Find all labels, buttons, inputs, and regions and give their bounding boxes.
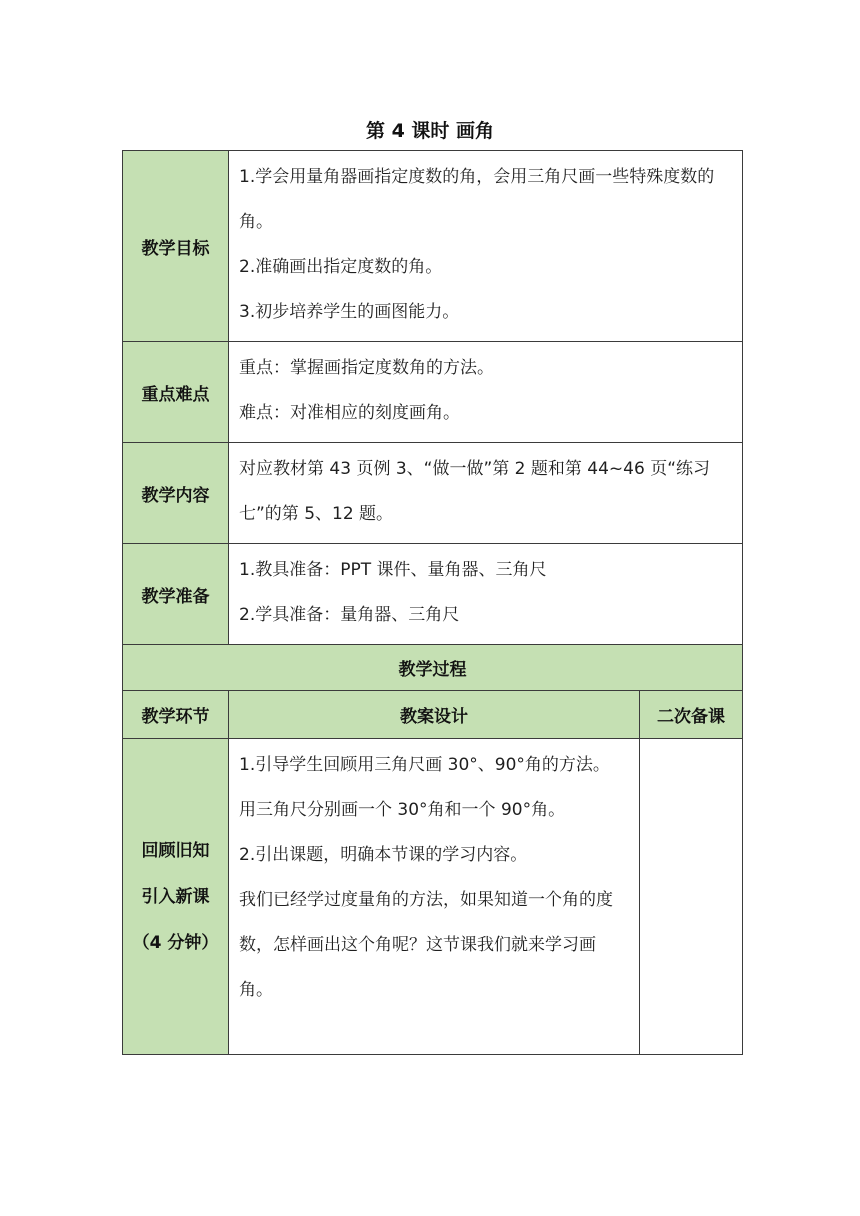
process-columns-row — [123, 691, 743, 739]
objectives-content — [229, 151, 743, 342]
column-header-notes: 二次备课 — [640, 691, 743, 739]
key-points-label: 重点难点 — [123, 342, 229, 443]
preparation-content — [229, 544, 743, 645]
objective-item: 1.学会用量角器画指定度数的角，会用三角尺画一些特殊度数的角。 — [239, 167, 715, 232]
stage-label-line: 回顾旧知 — [141, 840, 210, 861]
design-paragraph: 1.引导学生回顾用三角尺画 30°、90°角的方法。 — [239, 755, 610, 775]
page-title: 第 4 课时 画角 — [365, 120, 495, 142]
content-label: 教学内容 — [123, 443, 229, 544]
objective-item: 3.初步培养学生的画图能力。 — [239, 302, 460, 322]
preparation-item: 1.教具准备：PPT 课件、量角器、三角尺 — [239, 560, 547, 580]
stage-notes[interactable] — [640, 739, 743, 1055]
column-header-stage: 教学环节 — [123, 691, 229, 739]
preparation-row — [123, 544, 743, 645]
stage-label — [123, 739, 229, 1055]
stage-design — [229, 739, 640, 1055]
content-paragraph: 对应教材第 43 页例 3、“做一做”第 2 题和第 44~46 页“练习七”的第 5、12 题。 — [239, 459, 711, 524]
stage-label-line: 引入新课 — [141, 886, 210, 907]
content-row — [123, 443, 743, 544]
lesson-plan-table — [122, 150, 743, 1055]
preparation-label: 教学准备 — [123, 544, 229, 645]
content-text — [229, 443, 743, 544]
design-paragraph: 用三角尺分别画一个 30°角和一个 90°角。 — [239, 800, 566, 820]
key-point-item: 重点：掌握画指定度数角的方法。 — [239, 358, 494, 378]
objectives-row — [123, 151, 743, 342]
design-paragraph: 我们已经学过度量角的方法，如果知道一个角的度数，怎样画出这个角呢？这节课我们就来学习画角。 — [239, 890, 613, 1000]
design-paragraph: 2.引出课题，明确本节课的学习内容。 — [239, 845, 528, 865]
stage-row — [123, 739, 743, 1055]
preparation-item: 2.学具准备：量角器、三角尺 — [239, 605, 460, 625]
stage-label-line: （4 分钟） — [132, 932, 219, 953]
process-heading-row — [123, 645, 743, 691]
key-points-content — [229, 342, 743, 443]
objective-item: 2.准确画出指定度数的角。 — [239, 257, 443, 277]
key-points-row — [123, 342, 743, 443]
objectives-label: 教学目标 — [123, 151, 229, 342]
column-header-design: 教案设计 — [229, 691, 640, 739]
key-point-item: 难点：对准相应的刻度画角。 — [239, 403, 460, 423]
process-heading: 教学过程 — [123, 645, 743, 691]
